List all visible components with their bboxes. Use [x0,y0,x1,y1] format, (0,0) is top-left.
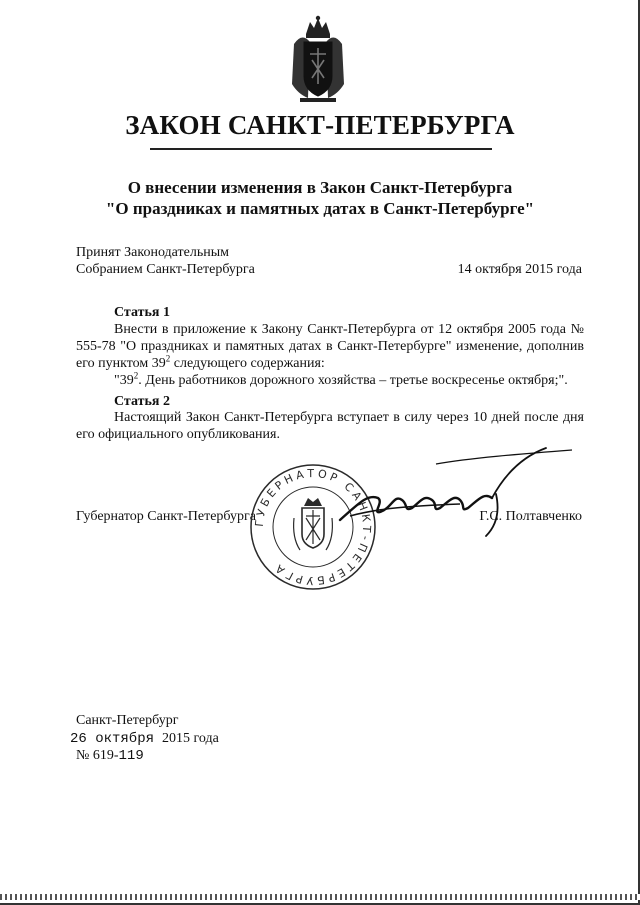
seal-text: ГУБЕРНАТОР САНКТ-ПЕТЕРБУРГА [252,466,374,588]
article-1-title: Статья 1 [114,305,170,320]
law-heading-line-2: "О праздниках и памятных датах в Санкт-Петербурге" [105,199,535,218]
date-year: 2015 года [162,731,219,746]
adoption-line-2: Собранием Санкт-Петербурга [76,262,255,277]
item-number: "39 [114,373,134,388]
number-handwritten: 119 [118,748,144,764]
scan-bottom-edge [0,894,640,900]
article-2-title: Статья 2 [114,394,170,409]
article-1-paragraph-2 [76,372,584,389]
superscript: 2 [133,370,139,381]
coat-of-arms-icon [288,14,348,106]
article-1-paragraph-1 [76,321,584,372]
law-heading-line-1: О внесении изменения в Закон Санкт-Петербурга [127,178,513,197]
governor-name: Г.С. Полтавченко [479,509,582,524]
article-2-paragraph-1: Настоящий Закон Санкт-Петербурга вступает в силу через 10 дней после дня его официального опубликования. [76,410,584,442]
article-1-text: Внести в приложение к Закону Санкт-Петербурга от 12 октября 2005 года № 555-78 "О праздниках и памятных датах в Санкт-Петербурге" изменение, дополнив его пунктом 39 [76,322,584,371]
handwritten-signature-icon [320,442,580,538]
number-prefix: № 619- [76,748,119,763]
document-title: ЗАКОН САНКТ-ПЕТЕРБУРГА [125,110,515,140]
item-text: . День работников дорожного хозяйства – третье воскресенье октября;". [138,373,568,388]
superscript: 2 [165,353,171,364]
adoption-date: 14 октября 2015 года [457,262,582,277]
adoption-line-1: Принят Законодательным [76,245,229,260]
signing-city: Санкт-Петербург [76,713,179,728]
signing-date [70,731,219,747]
law-number [76,748,144,764]
date-handwritten: 26 октября [70,731,155,747]
title-underline [150,148,492,150]
governor-position: Губернатор Санкт-Петербурга [76,509,256,524]
article-1-tail: следующего содержания: [170,356,325,371]
